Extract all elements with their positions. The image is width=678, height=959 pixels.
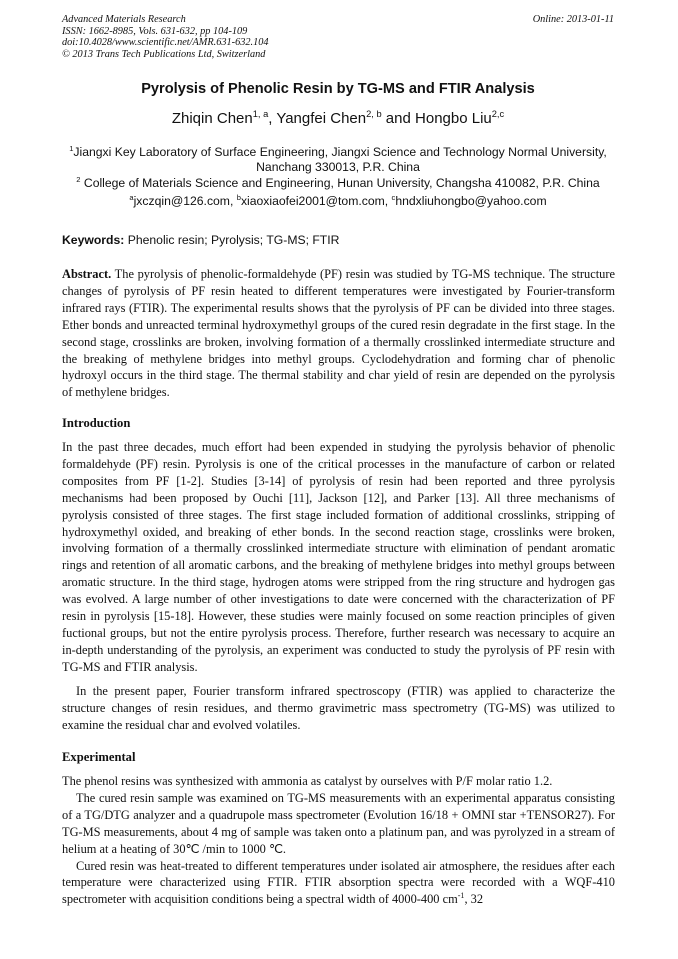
affiliation-2 [62,176,614,191]
email-address: hndxliuhongbo@yahoo.com [395,194,547,208]
section-heading-experimental: Experimental [62,750,136,764]
author-separator: , [268,110,277,127]
author-affiliation-mark: 1, a [252,109,269,119]
experimental-body [62,773,615,908]
experimental-paragraph-2: The cured resin sample was examined on TG-MS measurements with an experimental apparatus consisting of a TG/DTG analyzer and a quadrupole mass spectrometer (Evolution 16/18 + OMNI star +TENSOR27). For TG-MS measurements, about 4 mg of sample was taken onto a platinum pan, and was pyrolyzed in a stream of helium at a heating of 30℃ /min to 1000 ℃. [62,790,615,856]
keywords [62,233,614,247]
introduction-paragraph-2: In the present paper, Fourier transform infrared spectroscopy (FTIR) was applied to characterize the structure changes of resin residues, and thermo gravimetric mass spectrometry (TG-MS) was utilized to examine the residual char and evolved volatiles. [62,684,615,732]
affiliation-1 [62,145,614,176]
affiliation-text: College of Materials Science and Engineering, Hunan University, Changsha 410082, P.R. China [80,176,600,190]
author-name: Hongbo Liu [415,110,492,127]
affiliation-mark: 2 [76,174,81,184]
author-separator: and [381,110,416,127]
email-line [62,194,614,208]
abstract-text: The pyrolysis of phenolic-formaldehyde (PF) resin was studied by TG-MS technique. The structure changes of pyrolysis of PF resin heated to different temperatures were investigated by Fourier-transform infrared rays (FTIR). The experimental results shows that the pyrolysis of PF can be divided into three stages. Ether bonds and unreacted terminal hydroxymethyl groups of the cured resin degradate in the first stage. In the second stage, crosslinks are broken, involving formation of a thermally crosslinked intermediate structure and the breaking of methylene bridges into methyl groups. Cyclodehydration and forming char of phenolic hydroxyl occurs in the third stage. The thermal stability and char yield of resin are depended on the pyrolysis of methylene bridges. [62,267,615,400]
paper-title: Pyrolysis of Phenolic Resin by TG-MS and FTIR Analysis [141,81,535,97]
issn-line: ISSN: 1662-8985, Vols. 631-632, pp 104-109 [62,25,248,37]
online-date: Online: 2013-01-11 [532,14,614,25]
section-heading-introduction: Introduction [62,416,131,430]
unit-exponent: -1 [457,891,465,901]
experimental-text: Cured resin was heat-treated to different temperatures under isolated air atmosphere, the residues after each temperature were characterized using FTIR. FTIR absorption spectra were recorded with a WQF-410 spectrometer with acquisition conditions being a spectral width of 4000-400 cm [62,858,615,907]
author-line [62,110,614,127]
copyright-line: © 2013 Trans Tech Publications Ltd, Switzerland [62,49,266,61]
email-mark: b [236,192,241,202]
experimental-paragraph-3 [62,858,615,909]
keywords-label: Keywords: [62,233,125,247]
email-mark: c [391,192,396,202]
journal-header [62,14,614,61]
author-affiliation-mark: 2, b [366,109,382,119]
journal-name: Advanced Materials Research [62,14,186,25]
email-mark: a [129,192,134,202]
affiliation-text: Jiangxi Key Laboratory of Surface Engineering, Jiangxi Science and Technology Normal University, Nanchang 330013, P.R. China [73,145,607,175]
author-name: Yangfei Chen [276,110,367,127]
abstract [62,266,615,401]
doi-line: doi:10.4028/www.scientific.net/AMR.631-632.104 [62,37,269,49]
introduction-paragraph-1: In the past three decades, much effort had been expended in studying the pyrolysis behavior of phenolic formaldehyde (PF) resin. Pyrolysis is one of the critical processes in the manufacture of carbon or related composites from PF [1-2]. Studies [3-14] of pyrolysis of resin had been reported and three pyrolysis mechanisms had been proposed by Ouchi [11], Jackson [12], and Parker [13]. All three mechanisms of pyrolysis consisted of three stages. The first stage included formation of additional crosslinks, stripping of hydroxymethyl oxided, and breaking of ether bonds. In the second reaction stage, crosslinks were broken, involving formation of a thermally crosslinked intermediate structure with elimination of pendant aromatic rings and retention of all aromatic carbons, and the breaking of methylene bridges into methyl groups between aromatic structure. In the third stage, hydrogen atoms were stripped from the ring structure and hydrogen gas was evolved. A large number of other investigations to date were concerned with the characterization of PF resin in pyrolysis [15-18]. However, these studies were mainly focused on some reaction principles of given fuctional groups, but not the entire pyrolysis process. Therefore, further research was necessary to acquire an in-depth understanding of the pyrolysis, an experiment was conducted to study the pyrolysis of PF resin with TG-MS and FTIR analysis. [62,440,615,674]
abstract-label: Abstract. [62,267,112,281]
experimental-text: , 32 [464,892,484,907]
email-address: jxczqin@126.com, [133,194,237,208]
author-affiliation-mark: 2,c [491,109,505,119]
experimental-paragraph-1: The phenol resins was synthesized with ammonia as catalyst by ourselves with P/F molar ratio 1.2. [62,774,553,788]
email-address: xiaoxiaofei2001@tom.com, [240,194,392,208]
author-name: Zhiqin Chen [171,110,253,127]
keywords-text: Phenolic resin; Pyrolysis; TG-MS; FTIR [124,233,340,247]
affiliation-mark: 1 [69,143,74,153]
